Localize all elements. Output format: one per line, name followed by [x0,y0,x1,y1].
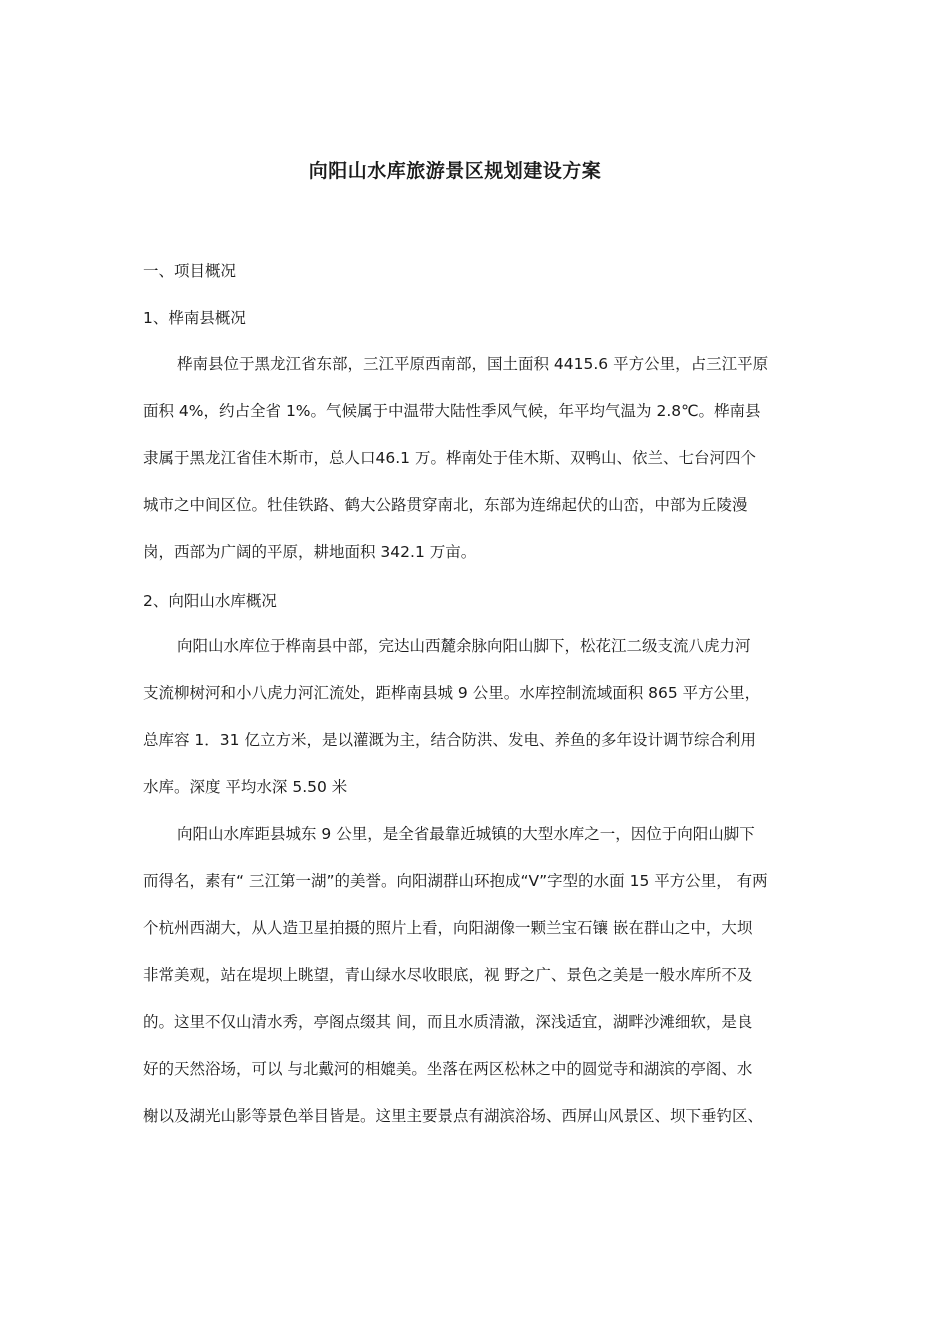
paragraph-line: 向阳山水库位于桦南县中部，完达山西麓余脉向阳山脚下，松花江二级支流八虎力河 [177,637,751,655]
paragraph-line: 支流柳树河和小八虎力河汇流处，距桦南县城 9 公里。水库控制流域面积 865 平方公里， [143,684,761,702]
paragraph-line: 的。这里不仅山清水秀，亭阁点缀其 间，而且水质清澈，深浅适宜，湖畔沙滩细软，是良 [143,1013,753,1031]
paragraph-line: 水库。深度 平均水深 5.50 米 [143,778,348,796]
subsection-heading-reservoir: 2、向阳山水库概况 [143,592,277,610]
paragraph-line: 非常美观，站在堤坝上眺望，青山绿水尽收眼底，视 野之广、景色之美是一般水库所不及 [143,966,753,984]
paragraph-line: 而得名，素有“ 三江第一湖”的美誉。向阳湖群山环抱成“V”字型的水面 15 平方公里， 有两 [143,872,768,890]
section-heading-project-overview: 一、项目概况 [143,262,237,280]
paragraph-line: 面积 4%，约占全省 1%。气候属于中温带大陆性季风气候，年平均气温为 2.8℃。桦南县 [143,402,761,420]
paragraph-reservoir-overview [143,623,811,811]
paragraph-line: 榭以及湖光山影等景色举目皆是。这里主要景点有湖滨浴场、西屏山风景区、坝下垂钓区、 [143,1107,764,1125]
paragraph-line: 个杭州西湖大，从人造卫星拍摄的照片上看，向阳湖像一颗兰宝石镶 嵌在群山之中，大坝 [143,919,753,937]
paragraph-reservoir-scenery [143,811,811,1140]
paragraph-line: 总库容 1．31 亿立方米，是以灌溉为主，结合防洪、发电、养鱼的多年设计调节综合利用 [143,731,756,749]
document-title: 向阳山水库旅游景区规划建设方案 [308,160,602,182]
paragraph-line: 城市之中间区位。牡佳铁路、鹤大公路贯穿南北，东部为连绵起伏的山峦，中部为丘陵漫 [143,496,748,514]
paragraph-line: 向阳山水库距县城东 9 公里，是全省最靠近城镇的大型水库之一，因位于向阳山脚下 [177,825,755,843]
paragraph-huanan-county [143,341,811,576]
paragraph-line: 好的天然浴场，可以 与北戴河的相媲美。坐落在两区松林之中的圆觉寺和湖滨的亭阁、水 [143,1060,753,1078]
paragraph-line: 隶属于黑龙江省佳木斯市，总人口46.1 万。桦南处于佳木斯、双鸭山、依兰、七台河四个 [143,449,756,467]
paragraph-line: 桦南县位于黑龙江省东部，三江平原西南部，国土面积 4415.6 平方公里，占三江平原 [177,355,769,373]
subsection-heading-huanan-county: 1、桦南县概况 [143,309,246,327]
paragraph-line: 岗，西部为广阔的平原，耕地面积 342.1 万亩。 [143,543,477,561]
